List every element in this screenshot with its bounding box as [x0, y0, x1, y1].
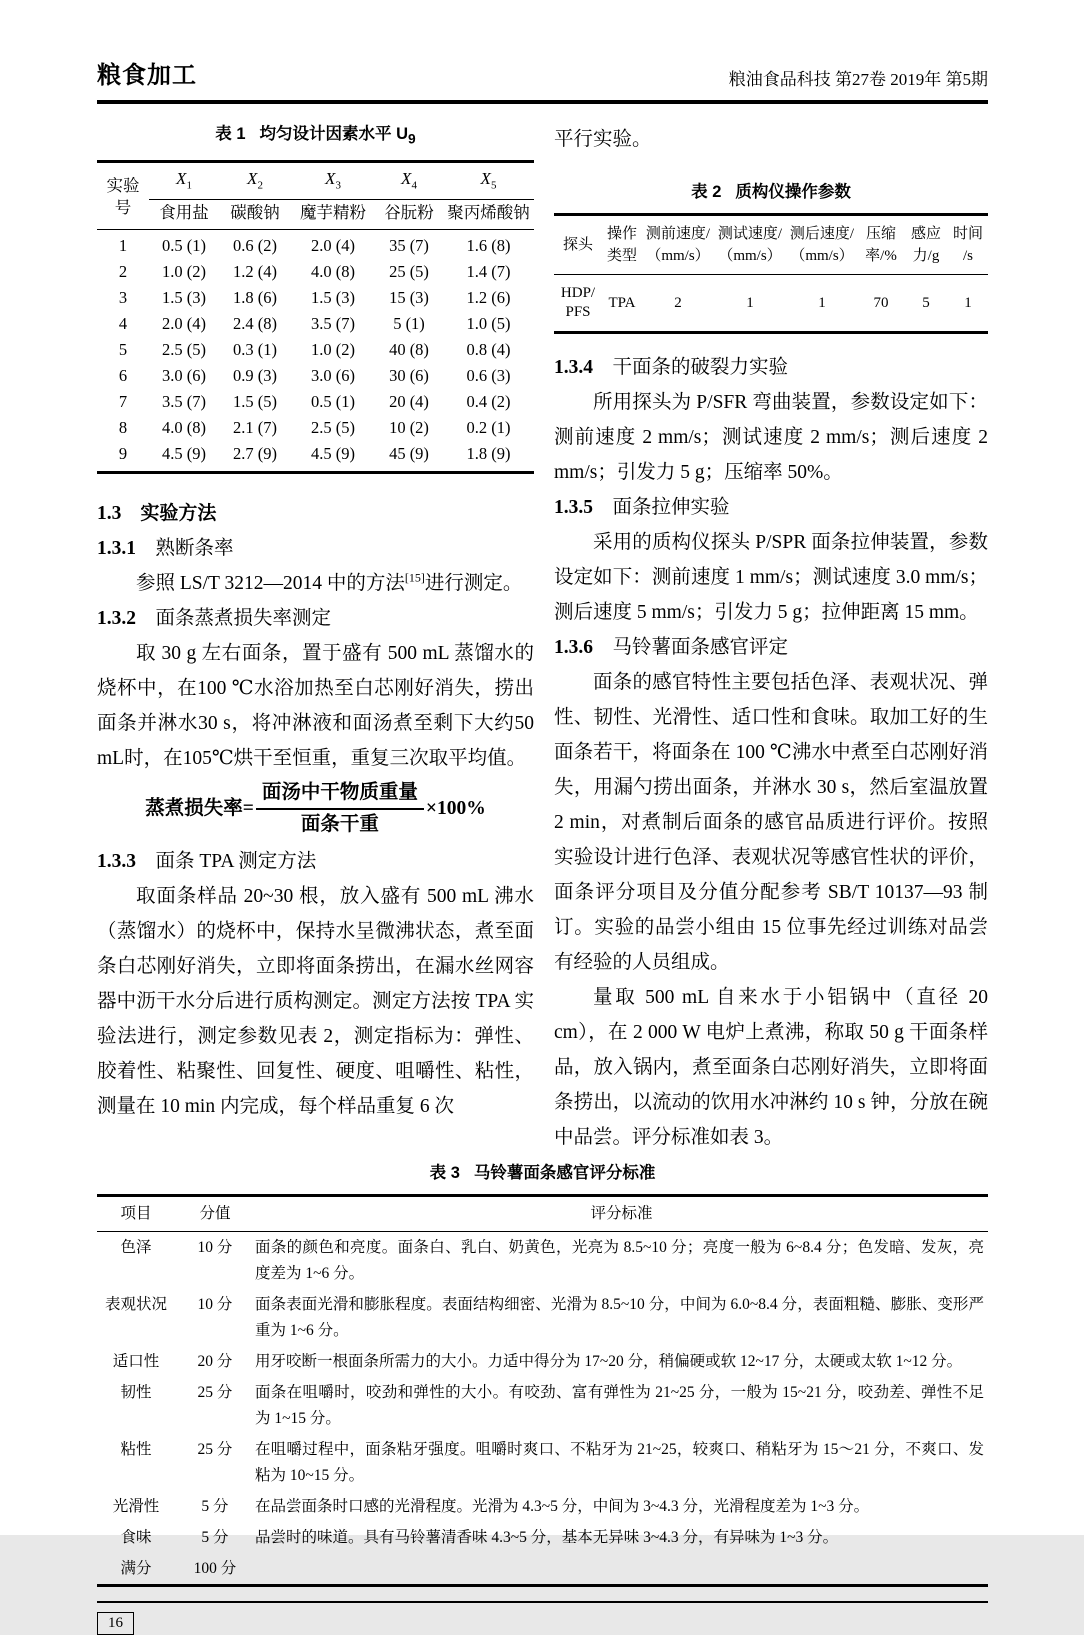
- header-line2: （mm/s）: [646, 248, 710, 264]
- paragraph-1-3-5: 采用的质构仪探头 P/SPR 面条拉伸装置，参数设定如下：测前速度 1 mm/s；测试速度 3.0 mm/s；测后速度 5 mm/s；引发力 5 g；拉伸距离 15 mm。: [554, 532, 988, 623]
- factor-symbol: [149, 162, 219, 199]
- cell: 1: [118, 235, 128, 255]
- cell: 1.5 (5): [233, 391, 277, 411]
- formula-lhs: 蒸煮损失率=: [145, 797, 254, 819]
- cell: 2.4 (8): [233, 313, 277, 333]
- formula-rhs: ×100%: [425, 797, 486, 819]
- cell: TPA: [608, 294, 636, 311]
- cell: 70: [873, 294, 889, 311]
- cell: 35 (7): [389, 235, 429, 255]
- table1-header-row-names: [97, 199, 534, 229]
- factor-name: 碳酸钠: [219, 199, 291, 229]
- heading-number: 1.3.4: [554, 357, 593, 378]
- cooking-loss-formula: [97, 780, 534, 838]
- cell: 8: [118, 417, 128, 437]
- desc-cell: [255, 1553, 988, 1586]
- heading-title: 马铃薯面条感官评定: [612, 637, 789, 658]
- cell: 6: [118, 365, 128, 385]
- cell: 0.3 (1): [233, 339, 277, 359]
- table1-caption-sub: 9: [408, 131, 416, 147]
- cell: 2.0 (4): [162, 313, 206, 333]
- table1-row: [97, 259, 534, 285]
- header-line2: 类型: [606, 248, 637, 264]
- table1-row: [97, 311, 534, 337]
- header-line1: 测前速度/: [645, 226, 711, 242]
- item-cell: 光滑性: [112, 1497, 160, 1515]
- heading-1-3-2: [97, 601, 534, 636]
- score-cell: 20 分: [197, 1352, 233, 1370]
- cell: 3.5 (7): [311, 313, 355, 333]
- table3-row: [97, 1434, 988, 1491]
- cell: 1: [818, 294, 826, 311]
- footer-rule: [97, 1601, 988, 1635]
- cell: 2: [118, 261, 128, 281]
- table1-row: [97, 389, 534, 415]
- paragraph-1-3-3: 取面条样品 20~30 根，放入盛有 500 mL 沸水（蒸馏水）的烧杯中，保持水呈微沸状态，煮至面条白芯刚好消失，立即将面条捞出，在漏水丝网容器中沥干水分后进行质构测定。测定方法按 TPA 实验法进行，测定参数见表 2，测定指标为：弹性、胶着性、粘聚性、回复性、硬度、咀嚼性、粘性，测量在 10 min 内完成，每个样品重复 6 次: [97, 885, 534, 1117]
- table1-row: [97, 285, 534, 311]
- citation-ref: [15]: [404, 570, 425, 585]
- heading-1-3-5: [554, 490, 988, 525]
- x-subscript: 1: [186, 179, 192, 192]
- header-line2: 率/%: [865, 248, 897, 264]
- paragraph-1-3-6-b: 量取 500 mL 自来水于小铝锅中（直径 20 cm），在 2 000 W 电炉上煮沸，称取 50 g 干面条样品，放入锅内，煮至面条白芯刚好消失，立即将面条捞出，以流动的饮用水冲淋约 10 s 钟，分放在碗中品尝。评分标准如表 3。: [554, 987, 988, 1148]
- header-cell: [904, 215, 948, 275]
- header-cell: [858, 215, 904, 275]
- two-column-body: [97, 122, 988, 1155]
- cell: 3.0 (6): [311, 365, 355, 385]
- right-column: [554, 122, 988, 1155]
- desc-cell: 品尝时的味道。具有马铃薯清香味 4.3~5 分，基本无异味 3~4.3 分，有异味为 1~3 分。: [255, 1528, 839, 1546]
- item-cell: 粘性: [120, 1440, 152, 1458]
- item-cell: 表观状况: [104, 1295, 167, 1313]
- table3-row: [97, 1346, 988, 1377]
- header-cell: [554, 215, 602, 275]
- table3-row: [97, 1491, 988, 1522]
- cell: 4.0 (8): [162, 417, 206, 437]
- cell: 5: [922, 294, 930, 311]
- table3-row: [97, 1289, 988, 1346]
- cell: 3.5 (7): [162, 391, 206, 411]
- heading-title: 面条拉伸实验: [612, 497, 730, 518]
- header-cell: [602, 215, 642, 275]
- x-symbol: X: [325, 169, 336, 189]
- table3-section: [97, 1161, 988, 1587]
- table1-rowhead: [97, 162, 149, 229]
- cell: 10 (2): [389, 417, 429, 437]
- factor-name: 聚丙烯酸钠: [443, 199, 534, 229]
- header-cell: 项目: [97, 1196, 175, 1232]
- table2-label: 表 2: [691, 183, 722, 201]
- table3-label: 表 3: [429, 1164, 460, 1182]
- cell: 20 (4): [389, 391, 429, 411]
- paragraph-1-3-3-continued: 平行实验。: [554, 129, 652, 150]
- table1-header-row-symbols: [97, 162, 534, 199]
- section-title: 粮食加工: [97, 62, 197, 89]
- table3-row: [97, 1232, 988, 1290]
- score-cell: 10 分: [197, 1238, 233, 1256]
- item-cell: 食味: [120, 1528, 152, 1546]
- table1-row: [97, 337, 534, 363]
- cell: 1.6 (8): [466, 235, 511, 255]
- header-cell: 评分标准: [255, 1196, 988, 1232]
- cell: 4.5 (9): [162, 443, 206, 463]
- cell: 0.4 (2): [466, 391, 511, 411]
- cell: 2.0 (4): [311, 235, 355, 255]
- cell: 3: [118, 287, 128, 307]
- header-cell: [642, 215, 714, 275]
- cell: 0.6 (3): [466, 365, 511, 385]
- x-symbol: X: [247, 169, 258, 189]
- desc-cell: 面条的颜色和亮度。面条白、乳白、奶黄色，光亮为 8.5~10 分；亮度一般为 6~8.4 分；色发暗、发灰，亮度差为 1~6 分。: [255, 1238, 984, 1282]
- cell: 2.5 (5): [311, 417, 355, 437]
- cell: 0.5 (1): [162, 235, 206, 255]
- header-line1: 测试速度/: [717, 226, 783, 242]
- cell: 0.5 (1): [311, 391, 355, 411]
- cell: 45 (9): [389, 443, 429, 463]
- cell: 1.0 (5): [466, 313, 511, 333]
- cell: 1.4 (7): [466, 261, 511, 281]
- rowhead-line1: 实验: [106, 176, 140, 196]
- cell: 1.2 (6): [466, 287, 511, 307]
- text: 参照 LS/T 3212—2014 中的方法: [136, 572, 405, 594]
- formula-fraction: [256, 780, 424, 838]
- heading-1-3-4: [554, 350, 988, 385]
- factor-symbol: [375, 162, 443, 199]
- score-cell: 25 分: [197, 1383, 233, 1401]
- paragraph-1-3-1: [97, 566, 534, 601]
- header-cell: [948, 215, 988, 275]
- table1-row: [97, 229, 534, 259]
- heading-title: 面条蒸煮损失率测定: [155, 607, 332, 629]
- cell: 15 (3): [389, 287, 429, 307]
- table2-title: [554, 180, 988, 204]
- cell: 1: [964, 294, 972, 311]
- item-cell: 满分: [120, 1559, 152, 1577]
- heading-title: 实验方法: [140, 502, 217, 524]
- cell: 2.1 (7): [233, 417, 277, 437]
- heading-1-3-6: [554, 630, 988, 665]
- cell: 2.5 (5): [162, 339, 206, 359]
- heading-number: 1.3.2: [97, 607, 136, 629]
- x-subscript: 2: [257, 179, 263, 192]
- page-header: [97, 55, 988, 104]
- heading-number: 1.3.5: [554, 497, 593, 518]
- probe-line2: PFS: [565, 304, 591, 320]
- score-cell: 5 分: [201, 1528, 229, 1546]
- header-line2: /s: [962, 248, 973, 264]
- cell: 5: [118, 339, 128, 359]
- factor-symbol: [219, 162, 291, 199]
- cell: 4.0 (8): [311, 261, 355, 281]
- factor-symbol: [291, 162, 375, 199]
- cell: 0.9 (3): [233, 365, 277, 385]
- heading-title: 熟断条率: [155, 537, 234, 559]
- cell: 0.2 (1): [466, 417, 511, 437]
- factor-name: 谷朊粉: [375, 199, 443, 229]
- score-cell: 5 分: [201, 1497, 229, 1515]
- item-cell: 适口性: [112, 1352, 160, 1370]
- item-cell: 色泽: [120, 1238, 152, 1256]
- paragraph-1-3-4: 所用探头为 P/SFR 弯曲装置，参数设定如下：测前速度 2 mm/s；测试速度 2 mm/s；测后速度 2 mm/s；引发力 5 g；压缩率 50%。: [554, 392, 988, 483]
- header-line1: 测后速度/: [789, 226, 855, 242]
- x-subscript: 4: [411, 179, 417, 192]
- table3-row: [97, 1522, 988, 1553]
- desc-cell: 在咀嚼过程中，面条粘牙强度。咀嚼时爽口、不粘牙为 21~25，较爽口、稍粘牙为 15～21 分，不爽口、发粘为 10~15 分。: [255, 1440, 984, 1484]
- heading-number: 1.3.6: [554, 637, 593, 658]
- factor-name: 魔芋精粉: [291, 199, 375, 229]
- cell: 9: [118, 443, 128, 463]
- score-cell: 25 分: [197, 1440, 233, 1458]
- header-line1: 探头: [562, 237, 593, 253]
- table3-sensory-scoring-standard: [97, 1194, 988, 1587]
- cell: 40 (8): [389, 339, 429, 359]
- paragraph-1-3-2: 取 30 g 左右面条，置于盛有 500 mL 蒸馏水的烧杯中，在100 ℃水浴加热至白芯刚好消失，捞出面条并淋水30 s，将冲淋液和面汤煮至剩下大约50 mL时，在105℃烘干至恒重，重复三次取平均值。: [97, 642, 534, 769]
- cell: 0.8 (4): [466, 339, 511, 359]
- cell: 25 (5): [389, 261, 429, 281]
- heading-title: 面条 TPA 测定方法: [155, 850, 317, 872]
- item-cell: 韧性: [120, 1383, 152, 1401]
- x-subscript: 5: [490, 179, 497, 192]
- heading-1-3-3: [97, 844, 534, 879]
- formula-numerator: 面汤中干物质重量: [256, 780, 424, 810]
- desc-cell: 面条表面光滑和膨胀程度。表面结构细密、光滑为 8.5~10 分，中间为 6.0~8.4 分，表面粗糙、膨胀、变形严重为 1~6 分。: [255, 1295, 984, 1339]
- cell: 4: [118, 313, 128, 333]
- table1-label: 表 1: [215, 125, 246, 143]
- left-column: [97, 122, 534, 1155]
- header-line1: 压缩: [865, 226, 896, 242]
- cell: 1.0 (2): [311, 339, 355, 359]
- header-line1: 感应: [910, 226, 941, 242]
- heading-1-3-1: [97, 531, 534, 566]
- table1-uniform-design-levels: [97, 160, 534, 473]
- cell: 7: [118, 391, 128, 411]
- page-number-box: 16: [97, 1612, 134, 1635]
- cell: 0.6 (2): [233, 235, 277, 255]
- table1-caption: 均匀设计因素水平 U: [259, 125, 409, 143]
- cell: 1: [746, 294, 754, 311]
- heading-1-3: [97, 496, 534, 531]
- score-cell: 10 分: [197, 1295, 233, 1313]
- factor-name: 食用盐: [149, 199, 219, 229]
- cell: 1.0 (2): [162, 261, 206, 281]
- cell: 1.5 (3): [311, 287, 355, 307]
- table2-data-row: [554, 275, 988, 333]
- table1-row: [97, 363, 534, 389]
- cell: 1.2 (4): [233, 261, 277, 281]
- desc-cell: 面条在咀嚼时，咬劲和弹性的大小。有咬劲、富有弹性为 21~25 分，一般为 15~21 分，咬劲差、弹性不足为 1~15 分。: [255, 1383, 984, 1427]
- desc-cell: 在品尝面条时口感的光滑程度。光滑为 4.3~5 分，中间为 3~4.3 分，光滑程度差为 1~3 分。: [255, 1497, 870, 1515]
- cell: 1.5 (3): [162, 287, 206, 307]
- x-symbol: X: [176, 169, 187, 189]
- heading-number: 1.3: [97, 502, 122, 524]
- table3-caption: 马铃薯面条感官评分标准: [473, 1164, 656, 1182]
- header-line1: 时间: [952, 226, 983, 242]
- desc-cell: 用牙咬断一根面条所需力的大小。力适中得分为 17~20 分，稍偏硬或软 12~17 分，太硬或太软 1~12 分。: [255, 1352, 963, 1370]
- heading-number: 1.3.1: [97, 537, 136, 559]
- table1-title: [97, 122, 534, 151]
- x-symbol: X: [480, 169, 491, 189]
- cell: 1.8 (9): [466, 443, 511, 463]
- table3-title: [97, 1161, 988, 1185]
- x-subscript: 3: [335, 179, 341, 192]
- factor-symbol: [443, 162, 534, 199]
- table3-header-row: [97, 1196, 988, 1232]
- heading-title: 干面条的破裂力实验: [612, 357, 789, 378]
- table1-row: [97, 415, 534, 441]
- formula-denominator: 面条干重: [300, 813, 379, 835]
- cell: 1.8 (6): [233, 287, 277, 307]
- table3-row: [97, 1377, 988, 1434]
- cell: 5 (1): [393, 313, 425, 333]
- header-line2: 力/g: [912, 248, 940, 264]
- paragraph-1-3-6-a: 面条的感官特性主要包括色泽、表观状况、弹性、韧性、光滑性、适口性和食味。取加工好的生面条若干，将面条在 100 ℃沸水中煮至白芯刚好消失，用漏勺捞出面条，并淋水 30 s，然后室温放置 2 min，对煮制后面条的感官品质进行评价。按照实验设计进行色泽、表观状况等感官性状的评价，面条评分项目及分值分配参考 SB/T 10137—93 制订。实验的品尝小组由 15 位事先经过训练对品尝有经验的人员组成。: [554, 672, 988, 973]
- probe-line1: HDP/: [560, 285, 596, 301]
- heading-number: 1.3.3: [97, 850, 136, 872]
- header-line1: 操作: [606, 226, 637, 242]
- header-line2: （mm/s）: [790, 248, 854, 264]
- header-cell: [786, 215, 858, 275]
- probe-cell: [554, 275, 602, 333]
- header-cell: 分值: [175, 1196, 255, 1232]
- table2-caption: 质构仪操作参数: [735, 183, 851, 201]
- text: 进行测定。: [424, 572, 523, 594]
- table2-texture-analyzer-params: [554, 213, 988, 334]
- table3-row: [97, 1553, 988, 1586]
- score-cell: 100 分: [193, 1559, 237, 1577]
- table2-header-row: [554, 215, 988, 275]
- cell: 2: [674, 294, 682, 311]
- table1-row: [97, 441, 534, 473]
- header-cell: [714, 215, 786, 275]
- cell: 4.5 (9): [311, 443, 355, 463]
- rowhead-line2: 号: [114, 198, 132, 218]
- cell: 3.0 (6): [162, 365, 206, 385]
- header-line2: （mm/s）: [718, 248, 782, 264]
- cell: 2.7 (9): [233, 443, 277, 463]
- cell: 30 (6): [389, 365, 429, 385]
- journal-info: 粮油食品科技 第27卷 2019年 第5期: [728, 70, 988, 89]
- x-symbol: X: [401, 169, 412, 189]
